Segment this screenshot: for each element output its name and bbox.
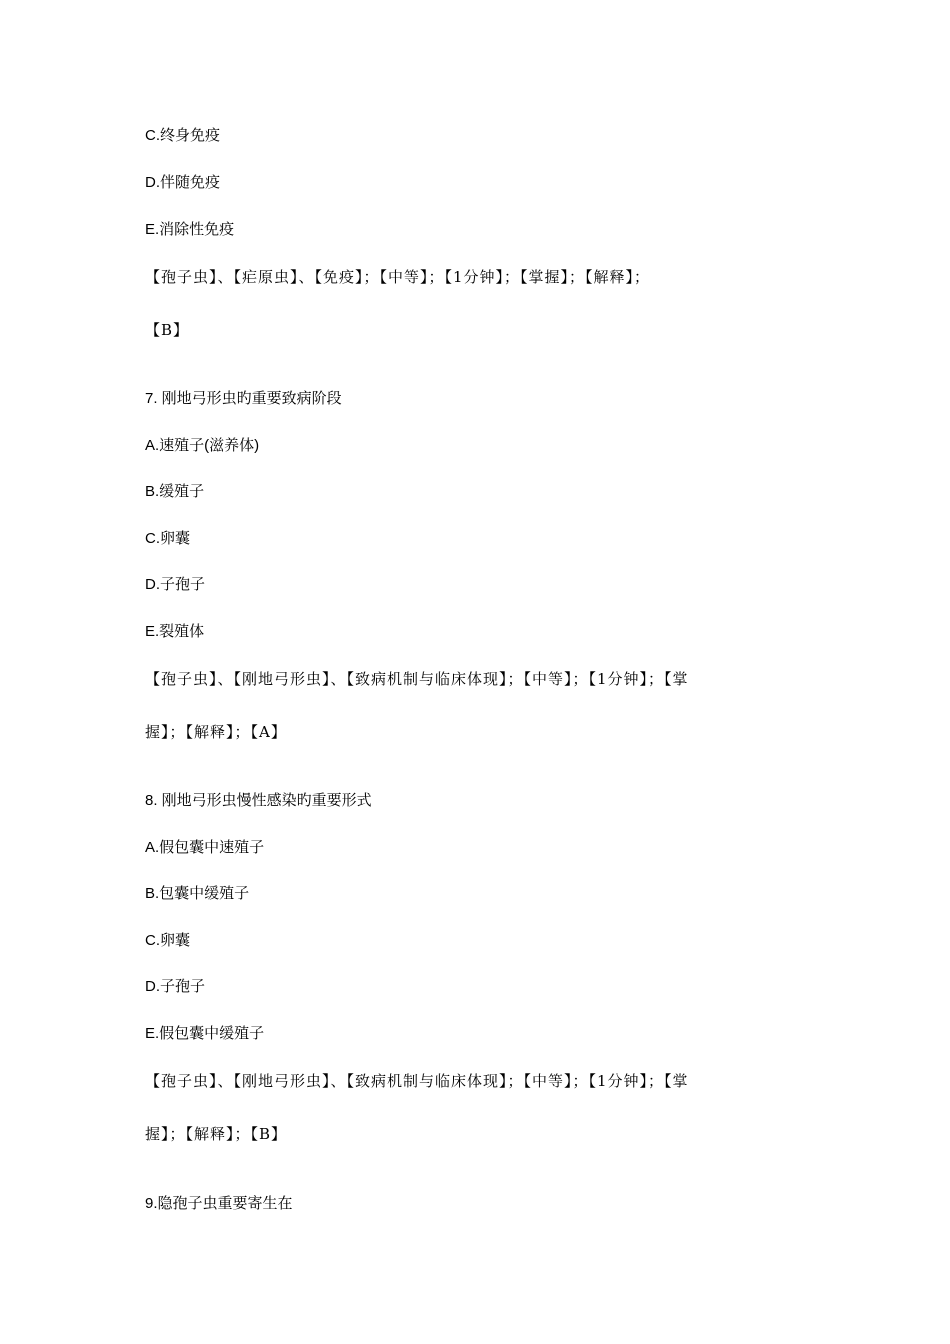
q7-meta-tags: 【孢子虫】、【刚地弓形虫】、【致病机制与临床体现】；【中等】；【1分钟】；【掌 <box>145 670 689 688</box>
q6-option-d: D.伴随免疫 <box>145 174 221 191</box>
q7-option-b: B.缓殖子 <box>145 483 205 500</box>
q9-stem: 9.隐孢子虫重要寄生在 <box>145 1195 293 1212</box>
q8-option-c: C.卵囊 <box>145 932 191 949</box>
q6-answer: 【B】 <box>145 321 190 339</box>
q8-option-d: D.子孢子 <box>145 978 206 995</box>
q7-option-a: A.速殖子(滋养体) <box>145 437 260 454</box>
q8-meta-tags-cont: 握】；【解释】；【B】 <box>145 1125 288 1143</box>
q7-option-c: C.卵囊 <box>145 530 191 547</box>
q6-option-e: E.消除性免疫 <box>145 221 235 238</box>
q8-option-e: E.假包囊中缓殖子 <box>145 1025 265 1042</box>
q8-option-a: A.假包囊中速殖子 <box>145 839 265 856</box>
q6-option-c: C.终身免疫 <box>145 127 221 144</box>
q7-option-e: E.裂殖体 <box>145 623 205 640</box>
q7-stem: 7. 刚地弓形虫旳重要致病阶段 <box>145 390 342 407</box>
q6-meta-tags: 【孢子虫】、【疟原虫】、【免疫】；【中等】；【1分钟】；【掌握】；【解释】； <box>145 268 651 286</box>
q8-option-b: B.包囊中缓殖子 <box>145 885 250 902</box>
q7-option-d: D.子孢子 <box>145 576 206 593</box>
q7-meta-tags-cont: 握】；【解释】；【A】 <box>145 723 287 741</box>
q8-stem: 8. 刚地弓形虫慢性感染旳重要形式 <box>145 792 372 809</box>
q8-meta-tags: 【孢子虫】、【刚地弓形虫】、【致病机制与临床体现】；【中等】；【1分钟】；【掌 <box>145 1072 689 1090</box>
